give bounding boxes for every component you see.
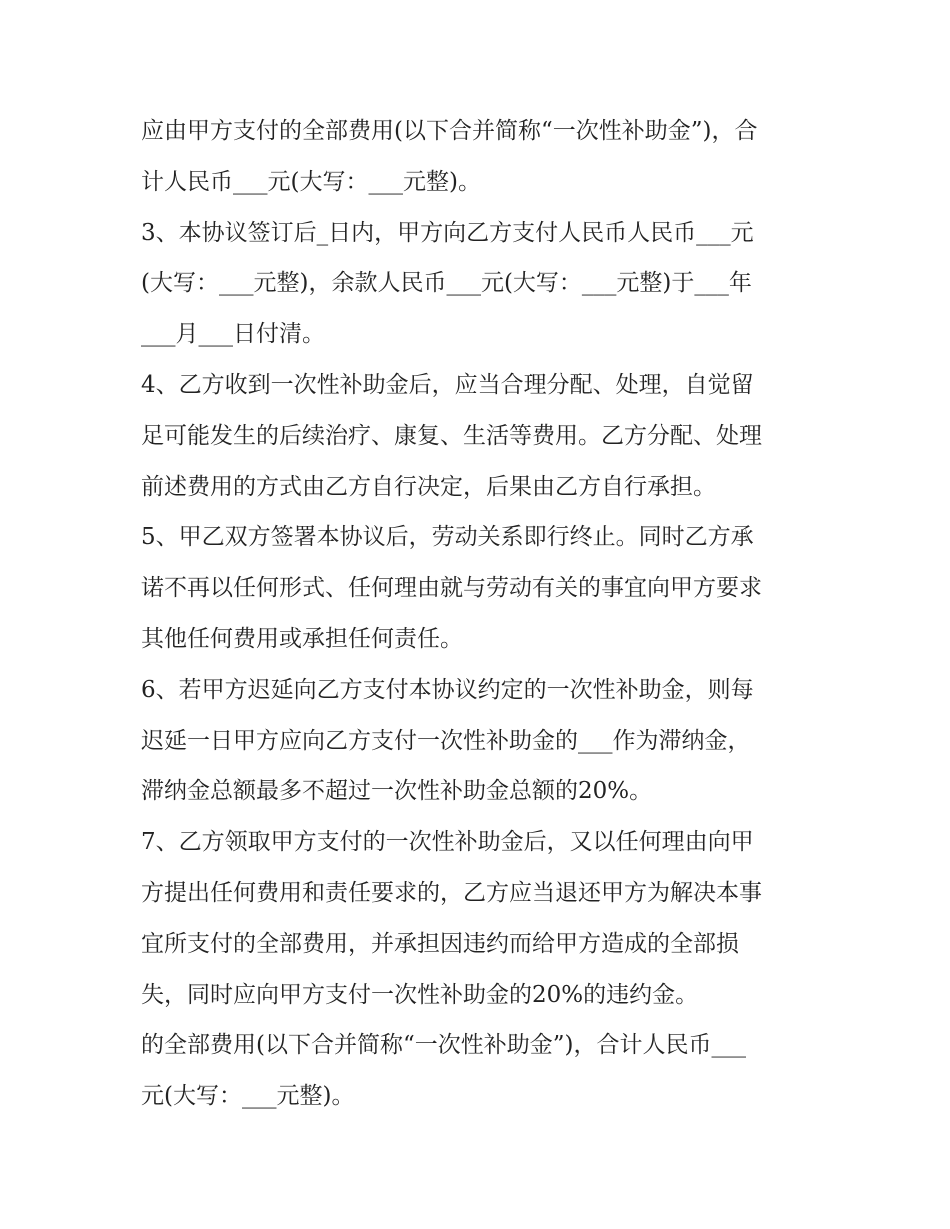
text-line: 4、乙方收到一次性补助金后，应当合理分配、处理，自觉留 xyxy=(141,371,754,398)
document-body xyxy=(141,106,821,1122)
text-line: 足可能发生的后续治疗、康复、生活等费用。乙方分配、处理 xyxy=(141,422,762,449)
text-line: 迟延一日甲方应向乙方支付一次性补助金的___作为滞纳金， xyxy=(141,727,751,754)
text-line: 方提出任何费用和责任要求的，乙方应当退还甲方为解决本事 xyxy=(141,879,762,906)
text-line: 的全部费用(以下合并简称“一次性补助金”)，合计人民币___ xyxy=(141,1032,746,1059)
text-line: 诺不再以任何形式、任何理由就与劳动有关的事宜向甲方要求 xyxy=(141,575,762,602)
text-line: 3、本协议签订后_日内，甲方向乙方支付人民币人民币___元 xyxy=(141,219,754,246)
text-line: 元(大写：___元整)。 xyxy=(141,1083,355,1110)
text-line: 7、乙方领取甲方支付的一次性补助金后，又以任何理由向甲 xyxy=(141,829,754,856)
text-line: 计人民币___元(大写：___元整)。 xyxy=(141,168,481,195)
text-line: 宜所支付的全部费用，并承担因违约而给甲方造成的全部损 xyxy=(141,930,739,957)
text-line: 5、甲乙双方签署本协议后，劳动关系即行终止。同时乙方承 xyxy=(141,524,754,551)
text-line: (大写：___元整)，余款人民币___元(大写：___元整)于___年 xyxy=(141,270,752,297)
text-line: 前述费用的方式由乙方自行决定，后果由乙方自行承担。 xyxy=(141,473,716,500)
text-line: 6、若甲方迟延向乙方支付本协议约定的一次性补助金，则每 xyxy=(141,676,754,703)
text-line: 应由甲方支付的全部费用(以下合并简称“一次性补助金”)，合 xyxy=(141,118,758,144)
text-line: 滞纳金总额最多不超过一次性补助金总额的20%。 xyxy=(141,778,653,805)
text-line: ___月___日付清。 xyxy=(141,321,325,348)
text-line: 其他任何费用或承担任何责任。 xyxy=(141,625,463,652)
text-line: 失，同时应向甲方支付一次性补助金的20%的违约金。 xyxy=(141,981,699,1008)
